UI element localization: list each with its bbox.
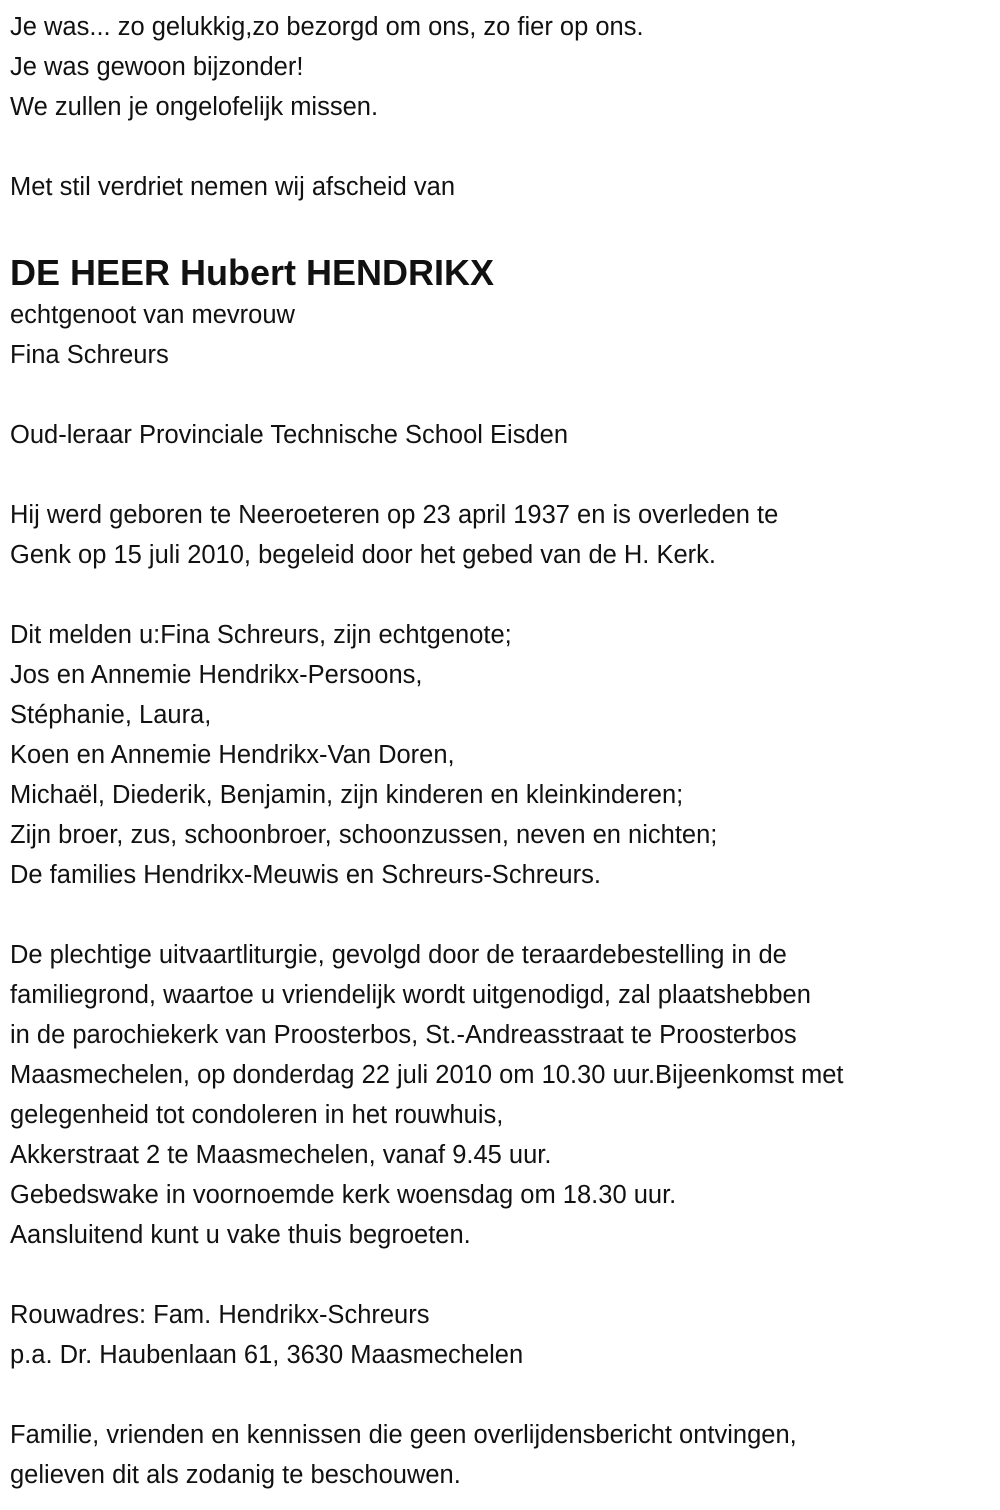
- funeral-line: in de parochiekerk van Proosterbos, St.-Andreasstraat te Proosterbos: [10, 1021, 797, 1049]
- family-line: Stéphanie, Laura,: [10, 701, 212, 729]
- closing-line: gelieven dit als zodanig te beschouwen.: [10, 1461, 461, 1489]
- funeral-line: Aansluitend kunt u vake thuis begroeten.: [10, 1221, 471, 1249]
- funeral-line: De plechtige uitvaartliturgie, gevolgd door de teraardebestelling in de: [10, 941, 787, 969]
- address-line: p.a. Dr. Haubenlaan 61, 3630 Maasmechelen: [10, 1341, 524, 1369]
- funeral-line: Gebedswake in voornoemde kerk woensdag om 18.30 uur.: [10, 1181, 677, 1209]
- deceased-name: DE HEER Hubert HENDRIKX: [10, 252, 495, 293]
- family-line: De families Hendrikx-Meuwis en Schreurs-Schreurs.: [10, 861, 601, 889]
- closing-line: Familie, vrienden en kennissen die geen overlijdensbericht ontvingen,: [10, 1421, 797, 1449]
- birth-death-line: Genk op 15 juli 2010, begeleid door het gebed van de H. Kerk.: [10, 541, 716, 569]
- intro-line: We zullen je ongelofelijk missen.: [10, 93, 379, 121]
- farewell-line: Met stil verdriet nemen wij afscheid van: [10, 173, 456, 201]
- family-line: Zijn broer, zus, schoonbroer, schoonzussen, neven en nichten;: [10, 821, 718, 849]
- funeral-line: gelegenheid tot condoleren in het rouwhuis,: [10, 1101, 504, 1129]
- intro-line: Je was gewoon bijzonder!: [10, 53, 304, 81]
- family-line: Koen en Annemie Hendrikx-Van Doren,: [10, 741, 455, 769]
- spouse-line: Fina Schreurs: [10, 341, 169, 369]
- funeral-line: Maasmechelen, op donderdag 22 juli 2010 om 10.30 uur.Bijeenkomst met: [10, 1061, 844, 1089]
- occupation: Oud-leraar Provinciale Technische School Eisden: [10, 421, 568, 449]
- spouse-line: echtgenoot van mevrouw: [10, 301, 295, 329]
- family-line: Michaël, Diederik, Benjamin, zijn kinderen en kleinkinderen;: [10, 781, 684, 809]
- family-line: Dit melden u:Fina Schreurs, zijn echtgenote;: [10, 621, 512, 649]
- funeral-line: familiegrond, waartoe u vriendelijk wordt uitgenodigd, zal plaatshebben: [10, 981, 811, 1009]
- intro-line: Je was... zo gelukkig,zo bezorgd om ons, zo fier op ons.: [10, 13, 644, 41]
- family-line: Jos en Annemie Hendrikx-Persoons,: [10, 661, 423, 689]
- funeral-line: Akkerstraat 2 te Maasmechelen, vanaf 9.45 uur.: [10, 1141, 552, 1169]
- birth-death-line: Hij werd geboren te Neeroeteren op 23 april 1937 en is overleden te: [10, 501, 779, 529]
- address-line: Rouwadres: Fam. Hendrikx-Schreurs: [10, 1301, 430, 1329]
